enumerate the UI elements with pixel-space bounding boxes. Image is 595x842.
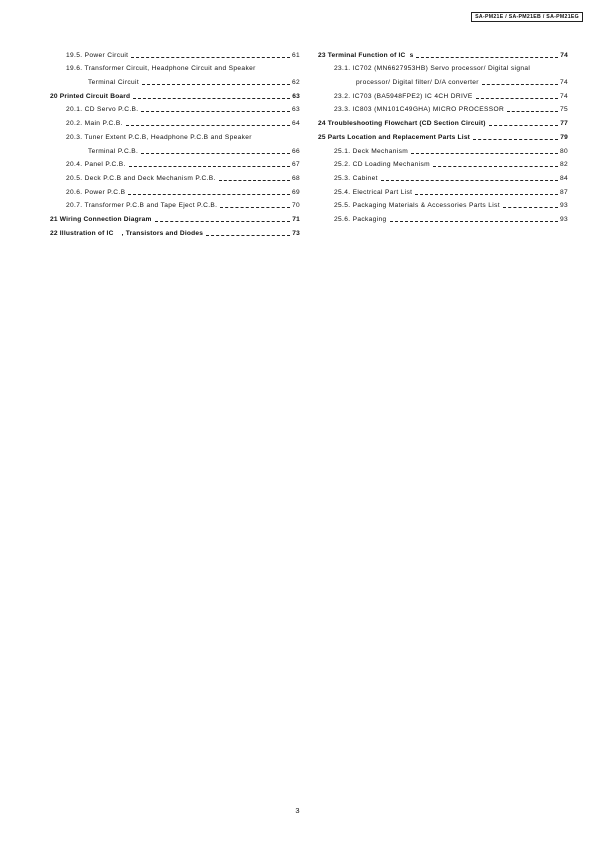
- toc-entry-page: 61: [291, 51, 300, 59]
- dot-leader: [142, 84, 290, 85]
- toc-entry-label: 21 Wiring Connection Diagram: [50, 215, 152, 223]
- toc-entry-label: 25.5. Packaging Materials & Accessories Parts List: [334, 202, 500, 210]
- toc-left-column: [50, 46, 300, 238]
- toc-entry[interactable]: [50, 224, 300, 238]
- toc-entry-label: 23 Terminal Function of IC s: [318, 51, 414, 59]
- dot-leader: [411, 153, 558, 154]
- toc-entry-page: 80: [559, 147, 568, 155]
- dot-leader: [126, 125, 290, 126]
- toc-entry[interactable]: [318, 142, 568, 156]
- dot-leader: [415, 194, 558, 195]
- toc-entry[interactable]: [50, 73, 300, 87]
- toc-entry[interactable]: [50, 169, 300, 183]
- toc-entry-label: 25 Parts Location and Replacement Parts List: [318, 133, 471, 141]
- dot-leader: [416, 57, 558, 58]
- toc-entry-label: 20 Printed Circuit Board: [50, 92, 131, 100]
- model-header: SA-PM21E / SA-PM21EB / SA-PM21EG: [471, 12, 583, 22]
- toc-entry-label: Terminal Circuit: [88, 79, 140, 87]
- dot-leader: [503, 207, 558, 208]
- toc-right-column: [318, 46, 568, 224]
- dot-leader: [141, 111, 289, 112]
- toc-entry-page: 63: [291, 106, 300, 114]
- dot-leader: [482, 84, 558, 85]
- toc-entry-label: 20.7. Transformer P.C.B and Tape Eject P.C.B.: [66, 202, 218, 210]
- toc-entry-label: 25.2. CD Loading Mechanism: [334, 161, 430, 169]
- toc-entry-page: 87: [559, 188, 568, 196]
- dot-leader: [141, 153, 290, 154]
- toc-entry[interactable]: [50, 128, 300, 142]
- dot-leader: [489, 125, 559, 126]
- toc-entry[interactable]: [318, 210, 568, 224]
- toc-entry-label: 23.1. IC702 (MN6627953HB) Servo processor/ Digital signal: [334, 65, 531, 73]
- toc-entry-page: 74: [559, 79, 568, 87]
- toc-entry[interactable]: [318, 60, 568, 74]
- dot-leader: [476, 98, 558, 99]
- toc-entry-label: 19.6. Transformer Circuit, Headphone Circuit and Speaker: [66, 65, 256, 73]
- toc-entry-label: 25.1. Deck Mechanism: [334, 147, 409, 155]
- dot-leader: [131, 57, 290, 58]
- toc-entry-label: 19.5. Power Circuit: [66, 51, 129, 59]
- dot-leader: [433, 166, 558, 167]
- toc-entry-page: 71: [292, 215, 300, 223]
- toc-entry-page: 74: [559, 92, 568, 100]
- toc-entry-page: 63: [292, 92, 300, 100]
- toc-entry-label: 25.6. Packaging: [334, 215, 387, 223]
- toc-entry-label: 22 Illustration of IC , Transistors and Diodes: [50, 229, 204, 237]
- toc-entry[interactable]: [318, 46, 568, 60]
- toc-entry[interactable]: [50, 46, 300, 60]
- toc-entry[interactable]: [318, 73, 568, 87]
- toc-entry-page: 75: [559, 106, 568, 114]
- toc-entry-page: 66: [291, 147, 300, 155]
- toc-entry-label: 20.2. Main P.C.B.: [66, 120, 123, 128]
- toc-entry[interactable]: [50, 210, 300, 224]
- dot-leader: [219, 180, 290, 181]
- toc-entry-page: 73: [292, 229, 300, 237]
- dot-leader: [220, 207, 290, 208]
- toc-entry-page: 70: [291, 202, 300, 210]
- toc-entry[interactable]: [50, 197, 300, 211]
- toc-entry[interactable]: [318, 183, 568, 197]
- toc-entry[interactable]: [50, 156, 300, 170]
- toc-entry-label: 25.4. Electrical Part List: [334, 188, 413, 196]
- toc-entry-page: 93: [559, 215, 568, 223]
- toc-entry[interactable]: [50, 114, 300, 128]
- toc-entry-page: 62: [291, 79, 300, 87]
- toc-entry[interactable]: [318, 87, 568, 101]
- toc-entry-label: 20.3. Tuner Extent P.C.B, Headphone P.C.B and Speaker: [66, 133, 252, 141]
- toc-entry-label: processor/ Digital filter/ D/A converter: [356, 79, 479, 87]
- toc-entry-label: 20.1. CD Servo P.C.B.: [66, 106, 139, 114]
- toc-entry-page: 93: [559, 202, 568, 210]
- toc-entry[interactable]: [50, 101, 300, 115]
- dot-leader: [473, 139, 558, 140]
- toc-entry-label: 20.4. Panel P.C.B.: [66, 161, 126, 169]
- toc-entry-page: 77: [560, 120, 568, 128]
- toc-entry-page: 67: [291, 161, 300, 169]
- toc-entry-label: 20.6. Power P.C.B: [66, 188, 126, 196]
- toc-entry-page: 84: [559, 174, 568, 182]
- toc-entry[interactable]: [50, 87, 300, 101]
- toc-entry-page: 68: [291, 174, 300, 182]
- toc-entry-page: 69: [291, 188, 300, 196]
- dot-leader: [206, 235, 290, 236]
- dot-leader: [129, 166, 290, 167]
- toc-entry-label: 24 Troubleshooting Flowchart (CD Section Circuit): [318, 120, 486, 128]
- toc-entry[interactable]: [50, 142, 300, 156]
- dot-leader: [155, 221, 291, 222]
- toc-entry-page: 74: [560, 51, 568, 59]
- dot-leader: [133, 98, 290, 99]
- toc-entry-page: 79: [560, 133, 568, 141]
- toc-entry[interactable]: [318, 156, 568, 170]
- toc-entry-label: 23.2. IC703 (BA5948FPE2) IC 4CH DRIVE: [334, 92, 473, 100]
- toc-entry[interactable]: [318, 197, 568, 211]
- toc-entry-label: 23.3. IC803 (MN101C49GHA) MICRO PROCESSOR: [334, 106, 505, 114]
- dot-leader: [507, 111, 558, 112]
- toc-entry[interactable]: [50, 183, 300, 197]
- toc-entry[interactable]: [318, 169, 568, 183]
- toc-entry[interactable]: [318, 101, 568, 115]
- toc-entry[interactable]: [318, 114, 568, 128]
- toc-entry-label: Terminal P.C.B.: [88, 147, 139, 155]
- toc-entry[interactable]: [50, 60, 300, 74]
- dot-leader: [390, 221, 558, 222]
- page-number: 3: [295, 806, 300, 815]
- dot-leader: [381, 180, 558, 181]
- toc-entry-page: 82: [559, 161, 568, 169]
- toc-entry[interactable]: [318, 128, 568, 142]
- toc-entry-label: 20.5. Deck P.C.B and Deck Mechanism P.C.B.: [66, 174, 216, 182]
- toc-entry-page: 64: [291, 120, 300, 128]
- dot-leader: [128, 194, 290, 195]
- toc-entry-label: 25.3. Cabinet: [334, 174, 378, 182]
